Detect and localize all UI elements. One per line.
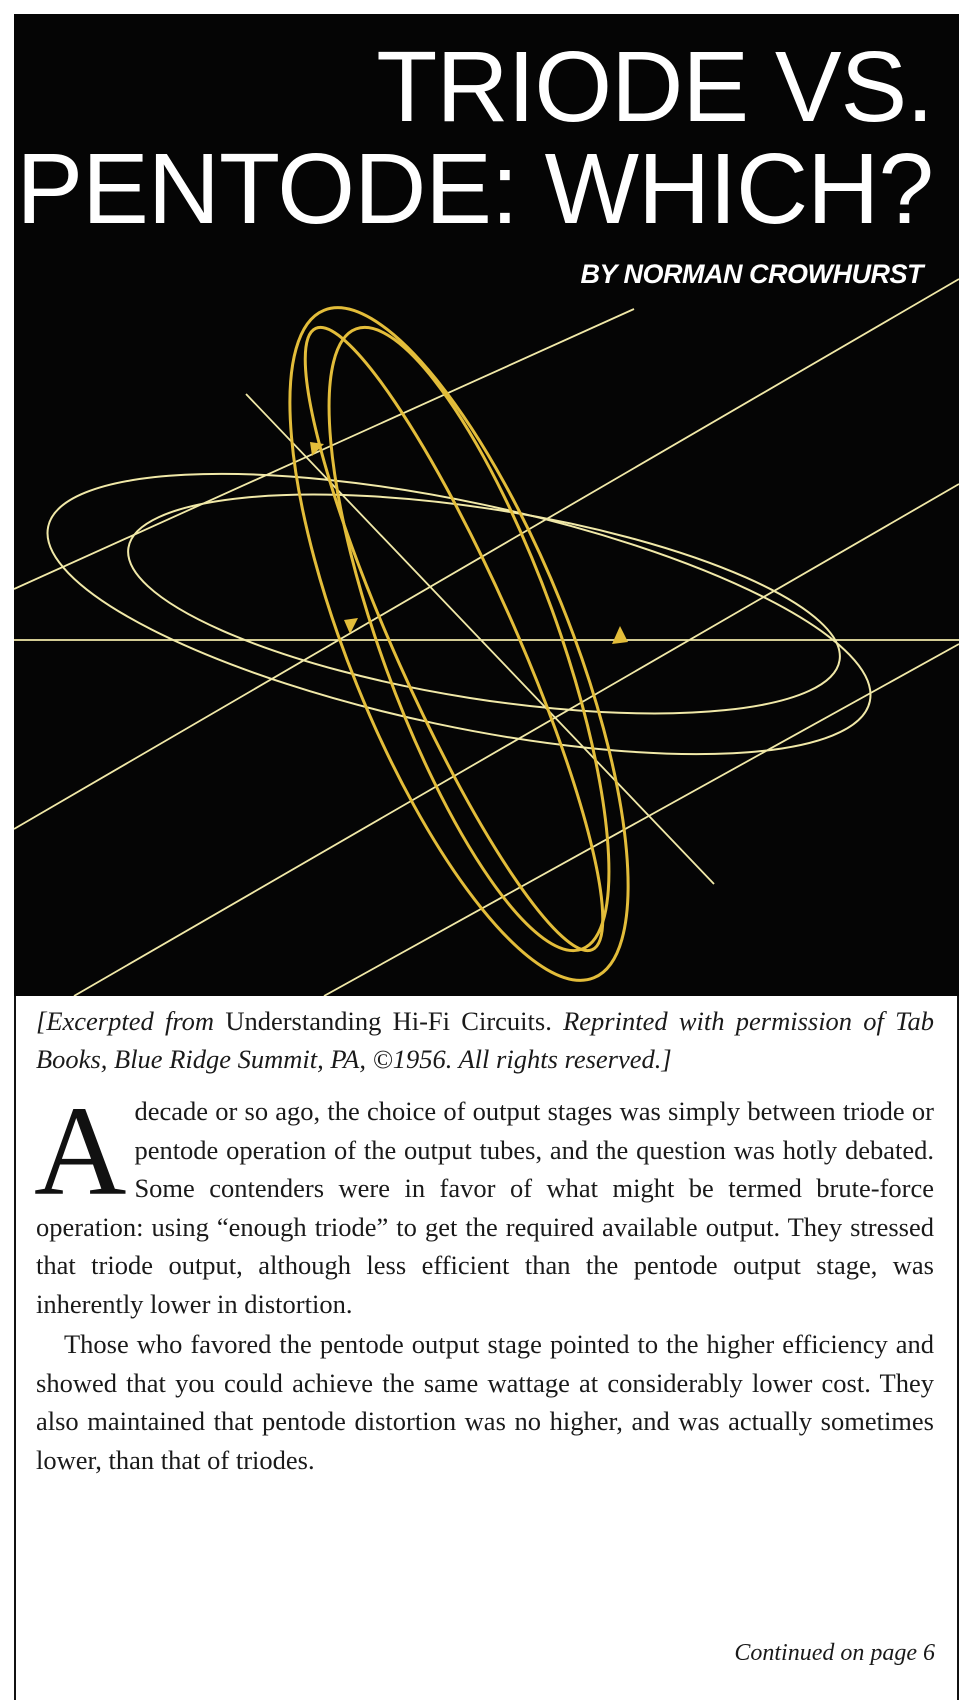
excerpt-note [36,1002,934,1078]
tall-ellipse-inner [273,299,664,979]
paragraph-1 [34,1080,934,1323]
load-line-diagram [14,14,959,996]
paragraph-2: Those who favored the pentode output stage pointed to the higher efficiency and showed that you could achieve the same wattage at considerably lower cost. They also maintained that pentode distortion was no higher, and was actually sometimes lower, than that of triodes. [36,1329,934,1475]
diagonal-line-2 [14,279,959,829]
steep-diagonal-line [246,394,714,884]
byline: BY NORMAN CROWHURST [580,259,923,289]
direction-arrows [310,442,628,644]
hero-illustration-panel [14,14,959,996]
diagonal-line-1 [14,309,634,589]
wide-ellipse-outer [25,417,893,811]
article-body [36,1002,934,1479]
diagonal-line-4 [324,644,959,996]
arrow-mark-right [612,626,628,644]
paragraph-1-text: decade or so ago, the choice of output stages was simply between triode or pentode operation of the output tubes, and the question was hotly debated. Some contenders were in favor of what might be termed brute-force operation: using “enough triode” to get the required available output. They stressed that triode output, although less efficient than the pentode output stage, was inherently lower in distortion. [36,1096,934,1319]
continued-note[interactable]: Continued on page 6 [734,1640,935,1666]
diagonal-line-3 [74,484,959,996]
title-line-2: PENTODE: WHICH? [16,133,933,245]
arrow-mark-left [344,618,358,634]
book-title: Understanding Hi-Fi Circuits. [225,1006,552,1036]
grid-lines [14,279,959,996]
wide-ellipse-inner [114,454,855,754]
excerpt-note-rest: Reprinted with permission of Tab Books, Blue Ridge Summit, PA, ©1956. All rights reserved.] [36,1006,934,1074]
title-line-1: TRIODE VS. [376,31,933,143]
load-ellipses [25,269,893,996]
drop-cap: A [34,1080,127,1222]
tall-ellipse-outer [222,269,696,996]
excerpt-note-open: [Excerpted from [36,1006,226,1036]
